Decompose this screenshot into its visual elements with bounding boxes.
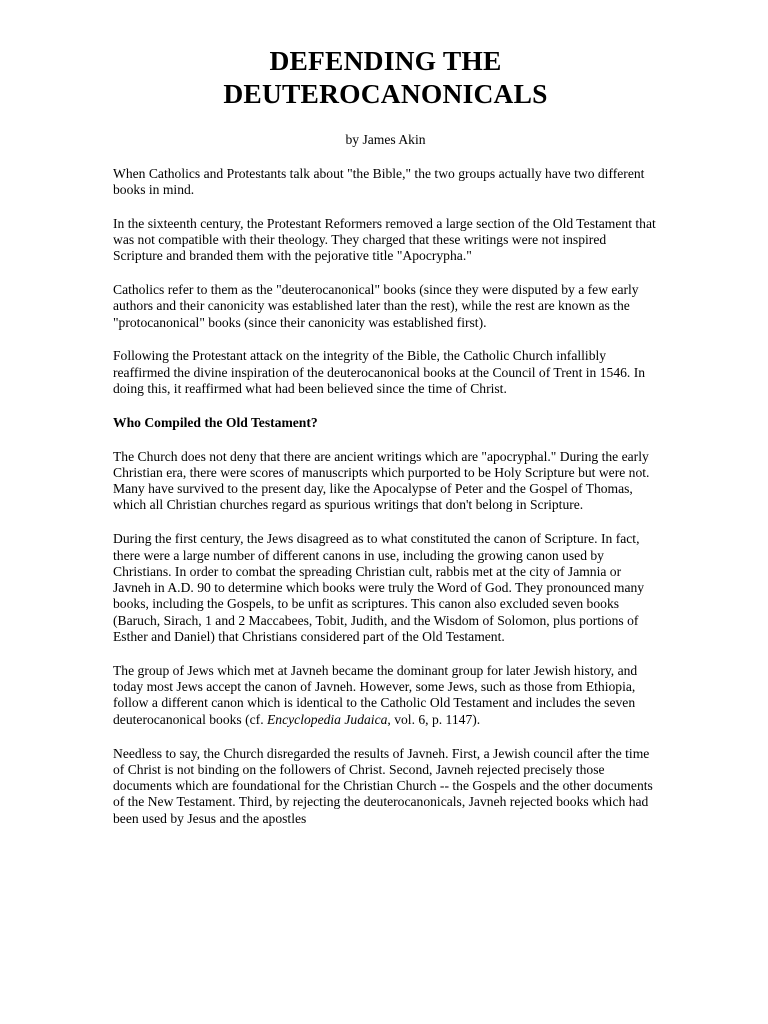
javneh-paragraph	[113, 663, 658, 728]
encyclopedia-citation: Encyclopedia Judaica	[267, 711, 388, 727]
paragraph: Catholics refer to them as the "deuterocanonical" books (since they were disputed by a few early authors and their canonicity was established later than the rest), while the rest are known as the "protocanonical" books (since their canonicity was established first).	[113, 281, 639, 330]
paragraph: When Catholics and Protestants talk about "the Bible," the two groups actually have two different books in mind.	[113, 165, 645, 197]
javneh-text-after: , vol. 6, p. 1147).	[387, 711, 481, 727]
title-line-1: DEFENDING THE	[269, 45, 502, 76]
javneh-text-before: The group of Jews which met at Javneh became the dominant group for later Jewish history, and today most Jews accept the canon of Javneh. However, some Jews, such as those from Ethiopia, follow a different canon which is identical to the Catholic Old Testament and includes the seven deuterocanonical books (cf.	[113, 662, 638, 727]
paragraph: During the first century, the Jews disagreed as to what constituted the canon of Scripture. In fact, there were a large number of different canons in use, including the growing canon used by Christians. In order to combat the spreading Christian cult, rabbis met at the city of Jamnia or Javneh in A.D. 90 to determine which books were truly the Word of God. They pronounced many books, including the Gospels, to be unfit as scriptures. This canon also excluded seven books (Baruch, Sirach, 1 and 2 Maccabees, Tobit, Judith, and the Wisdom of Solomon, plus portions of Esther and Daniel) that Christians considered part of the Old Testament.	[113, 531, 645, 645]
paragraph: Needless to say, the Church disregarded the results of Javneh. First, a Jewish council after the time of Christ is not binding on the followers of Christ. Second, Javneh rejected precisely those documents which are foundational for the Christian Church -- the Gospels and the other documents of the New Testament. Third, by rejecting the deuterocanonicals, Javneh rejected books which had been used by Jesus and the apostles	[113, 745, 653, 826]
author-byline: by James Akin	[345, 132, 426, 147]
title-line-2: DEUTEROCANONICALS	[223, 78, 548, 109]
section-heading: Who Compiled the Old Testament?	[113, 414, 318, 430]
document-page	[113, 44, 658, 827]
document-title	[113, 44, 658, 110]
paragraph: In the sixteenth century, the Protestant Reformers removed a large section of the Old Testament that was not compatible with their theology. They charged that these writings were not inspired Scripture and branded them with the pejorative title "Apocrypha."	[113, 215, 656, 264]
paragraph: The Church does not deny that there are ancient writings which are "apocryphal." During the early Christian era, there were scores of manuscripts which purported to be Holy Scripture but were not. Many have survived to the present day, like the Apocalypse of Peter and the Gospel of Thomas, which all Christian churches regard as spurious writings that don't belong in Scripture.	[113, 448, 650, 513]
paragraph: Following the Protestant attack on the integrity of the Bible, the Catholic Church infallibly reaffirmed the divine inspiration of the deuterocanonical books at the Council of Trent in 1546. In doing this, it reaffirmed what had been believed since the time of Christ.	[113, 348, 646, 396]
